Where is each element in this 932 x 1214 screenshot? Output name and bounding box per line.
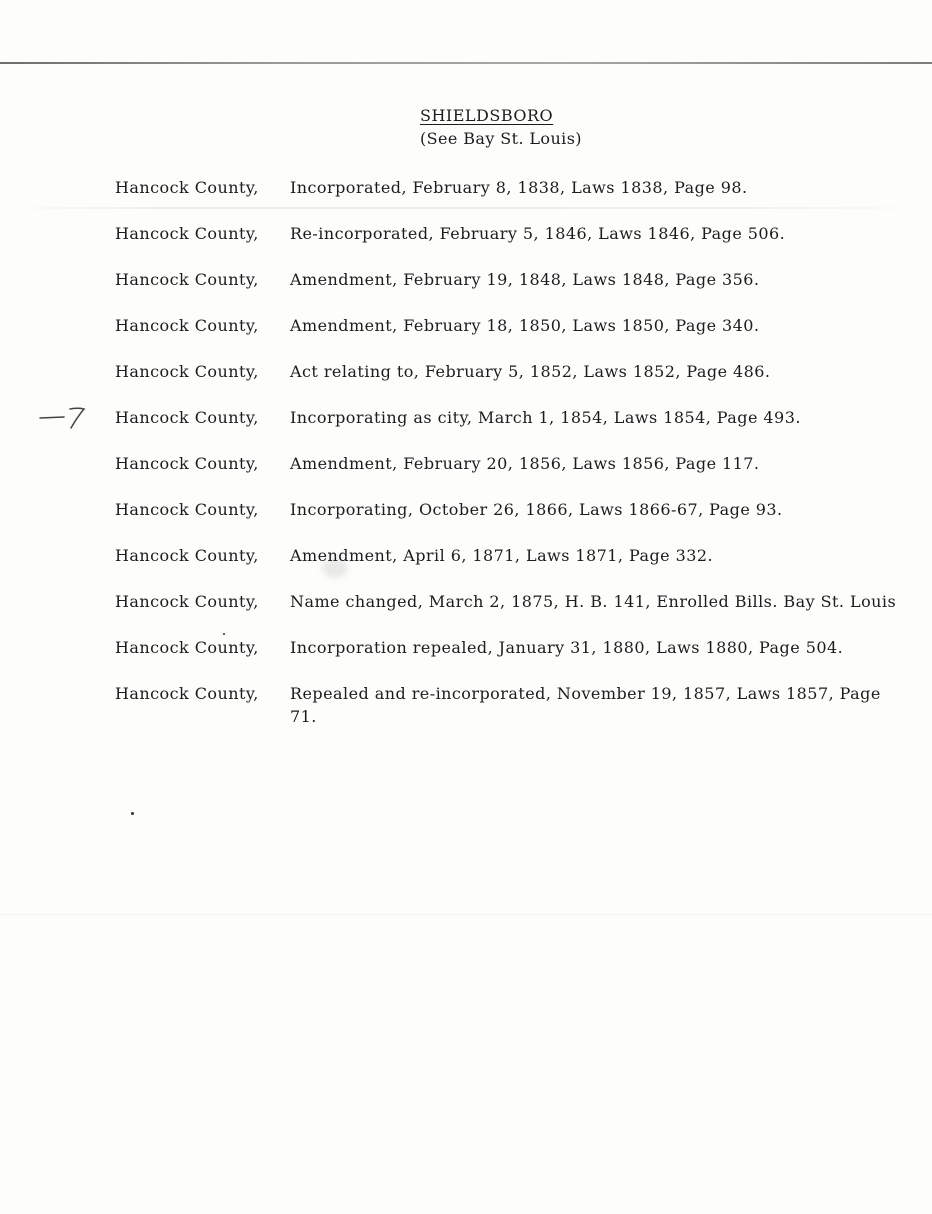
list-item — [115, 498, 915, 521]
entry-county: Hancock County, — [115, 178, 259, 197]
entry-text: Amendment, April 6, 1871, Laws 1871, Page 332. — [290, 546, 714, 565]
page-subtitle: (See Bay St. Louis) — [420, 129, 582, 148]
ink-smudge — [322, 558, 348, 578]
entry-text: Name changed, March 2, 1875, H. B. 141, Enrolled Bills. Bay St. Louis — [290, 592, 897, 611]
entry-county: Hancock County, — [115, 316, 259, 335]
ink-speck — [223, 633, 225, 635]
entry-county: Hancock County, — [115, 362, 259, 381]
entry-text: Re-incorporated, February 5, 1846, Laws 1846, Page 506. — [290, 224, 786, 243]
list-item — [115, 268, 915, 291]
list-item — [115, 360, 915, 383]
entry-county: Hancock County, — [115, 546, 259, 565]
entry-county: Hancock County, — [115, 270, 259, 289]
entry-text: Incorporating, October 26, 1866, Laws 1866-67, Page 93. — [290, 500, 783, 519]
top-rule — [0, 62, 932, 64]
entry-text: Amendment, February 18, 1850, Laws 1850, Page 340. — [290, 316, 760, 335]
entry-text: Repealed and re-incorporated, November 19, 1857, Laws 1857, Page 71. — [290, 684, 881, 726]
handwritten-arrow-mark — [38, 401, 88, 431]
entry-county: Hancock County, — [115, 500, 259, 519]
ink-speck — [131, 812, 134, 815]
list-item — [115, 176, 915, 199]
page-title: SHIELDSBORO — [420, 106, 554, 125]
entry-text: Act relating to, February 5, 1852, Laws 1852, Page 486. — [290, 362, 771, 381]
entry-text: Incorporation repealed, January 31, 1880, Laws 1880, Page 504. — [290, 638, 844, 657]
list-item — [115, 452, 915, 475]
list-item — [115, 590, 915, 613]
entry-county: Hancock County, — [115, 408, 259, 427]
entry-county: Hancock County, — [115, 684, 259, 703]
entry-text: Amendment, February 20, 1856, Laws 1856, Page 117. — [290, 454, 760, 473]
list-item — [115, 406, 915, 429]
entry-text: Amendment, February 19, 1848, Laws 1848, Page 356. — [290, 270, 760, 289]
list-item — [115, 314, 915, 337]
list-item — [115, 682, 915, 728]
entry-county: Hancock County, — [115, 224, 259, 243]
list-item — [115, 222, 915, 245]
entry-county: Hancock County, — [115, 454, 259, 473]
entry-list — [115, 176, 915, 728]
list-item — [115, 636, 915, 659]
entry-county: Hancock County, — [115, 592, 259, 611]
list-item — [115, 544, 915, 567]
entry-text: Incorporating as city, March 1, 1854, Laws 1854, Page 493. — [290, 408, 801, 427]
entry-county: Hancock County, — [115, 638, 259, 657]
paper-fold — [0, 914, 932, 915]
entry-text: Incorporated, February 8, 1838, Laws 1838, Page 98. — [290, 178, 748, 197]
